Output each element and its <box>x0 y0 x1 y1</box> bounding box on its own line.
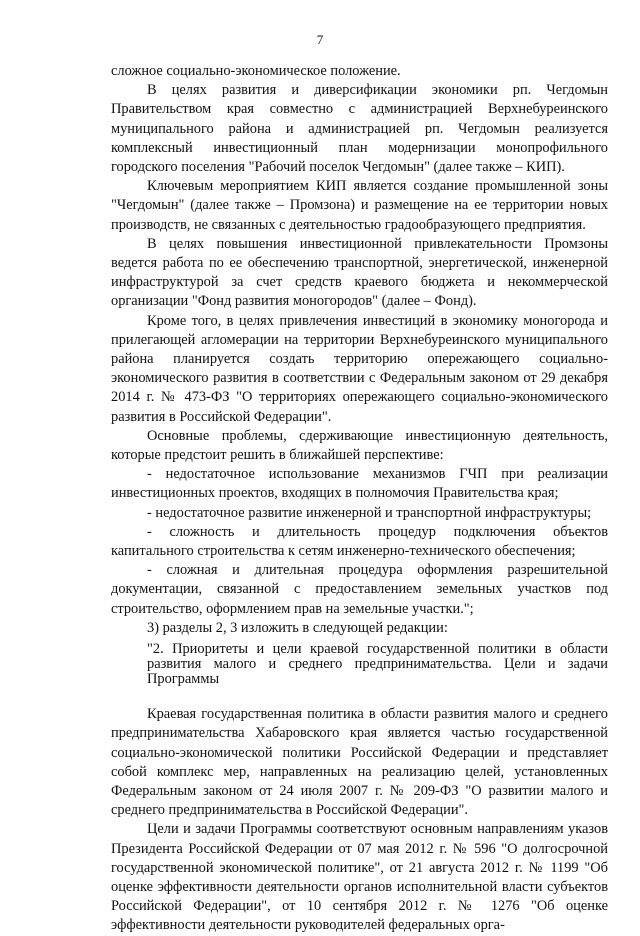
document-body <box>111 62 608 936</box>
paragraph-continuation: сложное социально-экономическое положение. <box>111 63 401 79</box>
paragraph-state-policy: Краевая государственная политика в области развития малого и среднего предпринимательства Хабаровского края является частью государственной социально-экономической политики Российской Федерации и представляет собой комплекс мер, направленных на реализацию целей, установленных Федеральным законом от 24 июля 2007 г. № 209-ФЗ "О развитии малого и среднего предпринимательства в Российской Федерации". <box>111 706 608 819</box>
paragraph-problems-intro: Основные проблемы, сдерживающие инвестиционную деятельность, которые предстоит решить в ближайшей перспективе: <box>111 427 608 464</box>
paragraph-goals: Цели и задачи Программы соответствуют основным направлениям указов Президента Российской Федерации от 07 мая 2012 г. № 596 "О долгосрочной государственной экономической политике", от 21 августа 2012 г. № 1199 "Об оценке эффективности деятельности органов исполнительной власти субъектов Российской Федерации", от 10 сентября 2012 г. № 1276 "Об оценке эффективности деятельности руководителей федеральных орга- <box>111 821 608 934</box>
list-item-gchp: - недостаточное использование механизмов ГЧП при реализации инвестиционных проектов, входящих в полномочия Правительства края; <box>111 466 608 502</box>
list-item-connection: - сложность и длительность процедур подключения объектов капитального строительства к сетям инженерно-технического обеспечения; <box>111 523 608 560</box>
page-number: 7 <box>316 32 324 47</box>
paragraph-kip-plan: В целях развития и диверсификации экономики рп. Чегдомын Правительством края совместно с администрацией Верхнебуреинского муниципального района и администрацией рп. Чегдомын реализуется комплексный инвестиционный план модернизации монопрофильного городского поселения "Рабочий поселок Чегдомын" (далее также – КИП). <box>111 82 608 176</box>
section-heading-2: "2. Приоритеты и цели краевой государственной политики в области развития малого и среднего предпринимательства. Цели и задачи Программы <box>147 641 608 688</box>
paragraph-amendment-3: 3) разделы 2, 3 изложить в следующей редакции: <box>147 619 448 636</box>
paragraph-tor: Кроме того, в целях привлечения инвестиций в экономику моногорода и прилегающей агломерации на территории Верхнебуреинского муниципального района планируется создать территорию опережающего социально-экономического развития в соответствии с Федеральным законом от 29 декабря 2014 г. № 473-ФЗ "О территориях опережающего социально-экономического развития в Российской Федерации". <box>111 312 608 425</box>
list-item-permits: - сложная и длительная процедура оформления разрешительной документации, связанной с предоставлением земельных участков под строительство, оформлением прав на земельные участки."; <box>111 562 608 617</box>
list-item-infrastructure: - недостаточное развитие инженерной и транспортной инфраструктуры; <box>147 504 592 521</box>
paragraph-infrastructure: В целях повышения инвестиционной привлекательности Промзоны ведется работа по ее обеспечению транспортной, энергетической, инженерной инфраструктурой за счет средств краевого бюджета и некоммерческой организации "Фонд развития моногородов" (далее – Фонд). <box>111 235 608 310</box>
paragraph-promzona: Ключевым мероприятием КИП является создание промышленной зоны "Чегдомын" (далее также – Промзона) и размещение на ее территории новых производств, не связанных с деятельностью градообразующего предприятия. <box>111 178 608 233</box>
